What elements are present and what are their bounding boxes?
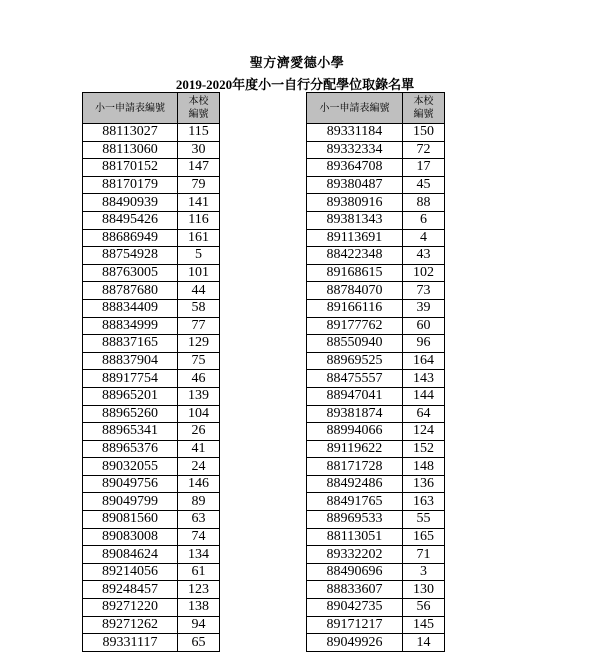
application-number-cell: 89032055	[83, 458, 178, 476]
application-number-cell: 88490696	[307, 563, 403, 581]
table-row	[307, 387, 445, 405]
application-number-cell: 88917754	[83, 370, 178, 388]
table-row	[307, 546, 445, 564]
school-number-cell: 72	[403, 141, 445, 159]
table-header-row	[83, 93, 220, 124]
table-header-row	[307, 93, 445, 124]
school-number-cell: 44	[178, 282, 220, 300]
school-number-cell: 116	[178, 211, 220, 229]
school-number-cell: 124	[403, 423, 445, 441]
school-number-cell: 41	[178, 440, 220, 458]
table-row	[83, 458, 220, 476]
application-number-cell: 89381874	[307, 405, 403, 423]
table-row	[307, 352, 445, 370]
table-row	[83, 282, 220, 300]
application-number-cell: 88947041	[307, 387, 403, 405]
application-number-cell: 89271262	[83, 616, 178, 634]
school-number-cell: 26	[178, 423, 220, 441]
table-row	[83, 211, 220, 229]
application-number-cell: 89113691	[307, 229, 403, 247]
school-number-cell: 143	[403, 370, 445, 388]
application-number-cell: 88686949	[83, 229, 178, 247]
table-row	[307, 211, 445, 229]
school-number-cell: 141	[178, 194, 220, 212]
school-number-cell: 63	[178, 511, 220, 529]
application-number-cell: 88492486	[307, 475, 403, 493]
header-school-number	[403, 93, 445, 124]
application-number-cell: 88834409	[83, 299, 178, 317]
table-row	[83, 247, 220, 265]
school-number-cell: 104	[178, 405, 220, 423]
table-row	[83, 264, 220, 282]
school-number-cell: 146	[178, 475, 220, 493]
table-row	[307, 247, 445, 265]
table-row	[307, 335, 445, 353]
admission-table-right-body	[307, 124, 445, 652]
admission-table-left-body	[83, 124, 220, 652]
application-number-cell: 88170179	[83, 176, 178, 194]
table-row	[307, 563, 445, 581]
application-number-cell: 89331184	[307, 124, 403, 142]
school-number-cell: 163	[403, 493, 445, 511]
school-number-cell: 14	[403, 634, 445, 652]
school-number-cell: 5	[178, 247, 220, 265]
header-school-number-line2: 編號	[413, 109, 434, 120]
application-number-cell: 88969533	[307, 511, 403, 529]
school-number-cell: 147	[178, 159, 220, 177]
table-row	[83, 317, 220, 335]
application-number-cell: 89083008	[83, 528, 178, 546]
school-number-cell: 17	[403, 159, 445, 177]
table-row	[307, 194, 445, 212]
table-row	[307, 528, 445, 546]
application-number-cell: 88550940	[307, 335, 403, 353]
table-row	[83, 581, 220, 599]
application-number-cell: 88969525	[307, 352, 403, 370]
table-row	[307, 599, 445, 617]
table-row	[307, 616, 445, 634]
table-row	[307, 317, 445, 335]
table-row	[83, 563, 220, 581]
school-number-cell: 144	[403, 387, 445, 405]
application-number-cell: 88833607	[307, 581, 403, 599]
table-row	[83, 176, 220, 194]
document-title: 2019-2020年度小一自行分配學位取錄名單	[175, 77, 415, 92]
school-number-cell: 24	[178, 458, 220, 476]
table-row	[307, 282, 445, 300]
table-row	[83, 511, 220, 529]
application-number-cell: 89380487	[307, 176, 403, 194]
table-row	[307, 493, 445, 511]
header-school-number-line2: 編號	[188, 109, 209, 120]
table-row	[83, 405, 220, 423]
school-number-cell: 43	[403, 247, 445, 265]
school-number-cell: 75	[178, 352, 220, 370]
header-school-number-line1: 本校	[413, 96, 434, 107]
application-number-cell: 88965201	[83, 387, 178, 405]
application-number-cell: 88170152	[83, 159, 178, 177]
school-number-cell: 145	[403, 616, 445, 634]
header-school-number	[178, 93, 220, 124]
application-number-cell: 89332334	[307, 141, 403, 159]
application-number-cell: 89380916	[307, 194, 403, 212]
application-number-cell: 89119622	[307, 440, 403, 458]
application-number-cell: 88994066	[307, 423, 403, 441]
application-number-cell: 88113051	[307, 528, 403, 546]
application-number-cell: 89214056	[83, 563, 178, 581]
application-number-cell: 89331117	[83, 634, 178, 652]
table-row	[307, 458, 445, 476]
school-number-cell: 101	[178, 264, 220, 282]
school-number-cell: 88	[403, 194, 445, 212]
school-number-cell: 94	[178, 616, 220, 634]
table-row	[83, 528, 220, 546]
school-number-cell: 115	[178, 124, 220, 142]
application-number-cell: 89381343	[307, 211, 403, 229]
application-number-cell: 89166116	[307, 299, 403, 317]
application-number-cell: 88171728	[307, 458, 403, 476]
school-number-cell: 77	[178, 317, 220, 335]
school-number-cell: 60	[403, 317, 445, 335]
table-row	[83, 335, 220, 353]
school-number-cell: 4	[403, 229, 445, 247]
application-number-cell: 88965260	[83, 405, 178, 423]
application-number-cell: 89248457	[83, 581, 178, 599]
table-row	[83, 352, 220, 370]
school-number-cell: 55	[403, 511, 445, 529]
table-row	[307, 159, 445, 177]
application-number-cell: 88837904	[83, 352, 178, 370]
school-number-cell: 129	[178, 335, 220, 353]
application-number-cell: 88495426	[83, 211, 178, 229]
school-number-cell: 161	[178, 229, 220, 247]
application-number-cell: 88422348	[307, 247, 403, 265]
school-number-cell: 45	[403, 176, 445, 194]
table-row	[83, 124, 220, 142]
table-row	[83, 194, 220, 212]
table-row	[83, 423, 220, 441]
table-row	[307, 141, 445, 159]
application-number-cell: 88834999	[83, 317, 178, 335]
table-row	[83, 229, 220, 247]
school-number-cell: 6	[403, 211, 445, 229]
table-row	[307, 176, 445, 194]
table-row	[83, 141, 220, 159]
application-number-cell: 88837165	[83, 335, 178, 353]
school-number-cell: 46	[178, 370, 220, 388]
table-row	[307, 124, 445, 142]
school-number-cell: 71	[403, 546, 445, 564]
application-number-cell: 88113060	[83, 141, 178, 159]
school-number-cell: 152	[403, 440, 445, 458]
admission-table-right	[306, 92, 445, 652]
table-row	[307, 299, 445, 317]
school-number-cell: 150	[403, 124, 445, 142]
school-number-cell: 73	[403, 282, 445, 300]
table-row	[83, 440, 220, 458]
table-row	[307, 440, 445, 458]
school-number-cell: 79	[178, 176, 220, 194]
application-number-cell: 89049756	[83, 475, 178, 493]
school-number-cell: 123	[178, 581, 220, 599]
school-name: 聖方濟愛德小學	[249, 55, 345, 70]
table-row	[307, 511, 445, 529]
application-number-cell: 89171217	[307, 616, 403, 634]
application-number-cell: 88475557	[307, 370, 403, 388]
application-number-cell: 89271220	[83, 599, 178, 617]
school-number-cell: 65	[178, 634, 220, 652]
school-number-cell: 130	[403, 581, 445, 599]
school-number-cell: 139	[178, 387, 220, 405]
header-school-number-line1: 本校	[188, 96, 209, 107]
school-number-cell: 39	[403, 299, 445, 317]
application-number-cell: 89084624	[83, 546, 178, 564]
application-number-cell: 89042735	[307, 599, 403, 617]
header-application-number: 小一申請表編號	[83, 93, 178, 124]
table-row	[83, 546, 220, 564]
table-row	[307, 229, 445, 247]
application-number-cell: 88113027	[83, 124, 178, 142]
table-row	[307, 370, 445, 388]
table-row	[83, 616, 220, 634]
school-number-cell: 61	[178, 563, 220, 581]
table-row	[307, 475, 445, 493]
school-number-cell: 148	[403, 458, 445, 476]
table-row	[307, 405, 445, 423]
application-number-cell: 88965376	[83, 440, 178, 458]
application-number-cell: 89049926	[307, 634, 403, 652]
school-number-cell: 64	[403, 405, 445, 423]
application-number-cell: 88491765	[307, 493, 403, 511]
school-number-cell: 164	[403, 352, 445, 370]
application-number-cell: 89168615	[307, 264, 403, 282]
school-number-cell: 3	[403, 563, 445, 581]
application-number-cell: 89081560	[83, 511, 178, 529]
school-number-cell: 89	[178, 493, 220, 511]
table-row	[83, 159, 220, 177]
table-row	[83, 370, 220, 388]
application-number-cell: 88490939	[83, 194, 178, 212]
table-row	[83, 599, 220, 617]
application-number-cell: 88787680	[83, 282, 178, 300]
school-number-cell: 102	[403, 264, 445, 282]
school-number-cell: 74	[178, 528, 220, 546]
table-row	[307, 581, 445, 599]
application-number-cell: 88763005	[83, 264, 178, 282]
application-number-cell: 88784070	[307, 282, 403, 300]
table-row	[83, 387, 220, 405]
application-number-cell: 89177762	[307, 317, 403, 335]
application-number-cell: 88754928	[83, 247, 178, 265]
table-row	[307, 423, 445, 441]
application-number-cell: 89332202	[307, 546, 403, 564]
school-number-cell: 96	[403, 335, 445, 353]
school-number-cell: 30	[178, 141, 220, 159]
table-row	[307, 264, 445, 282]
application-number-cell: 89049799	[83, 493, 178, 511]
school-number-cell: 138	[178, 599, 220, 617]
header-application-number: 小一申請表編號	[307, 93, 403, 124]
table-row	[83, 299, 220, 317]
school-number-cell: 165	[403, 528, 445, 546]
admission-table-left	[82, 92, 220, 652]
school-number-cell: 58	[178, 299, 220, 317]
school-number-cell: 136	[403, 475, 445, 493]
application-number-cell: 89364708	[307, 159, 403, 177]
application-number-cell: 88965341	[83, 423, 178, 441]
table-row	[83, 493, 220, 511]
school-number-cell: 56	[403, 599, 445, 617]
table-row	[83, 475, 220, 493]
school-number-cell: 134	[178, 546, 220, 564]
